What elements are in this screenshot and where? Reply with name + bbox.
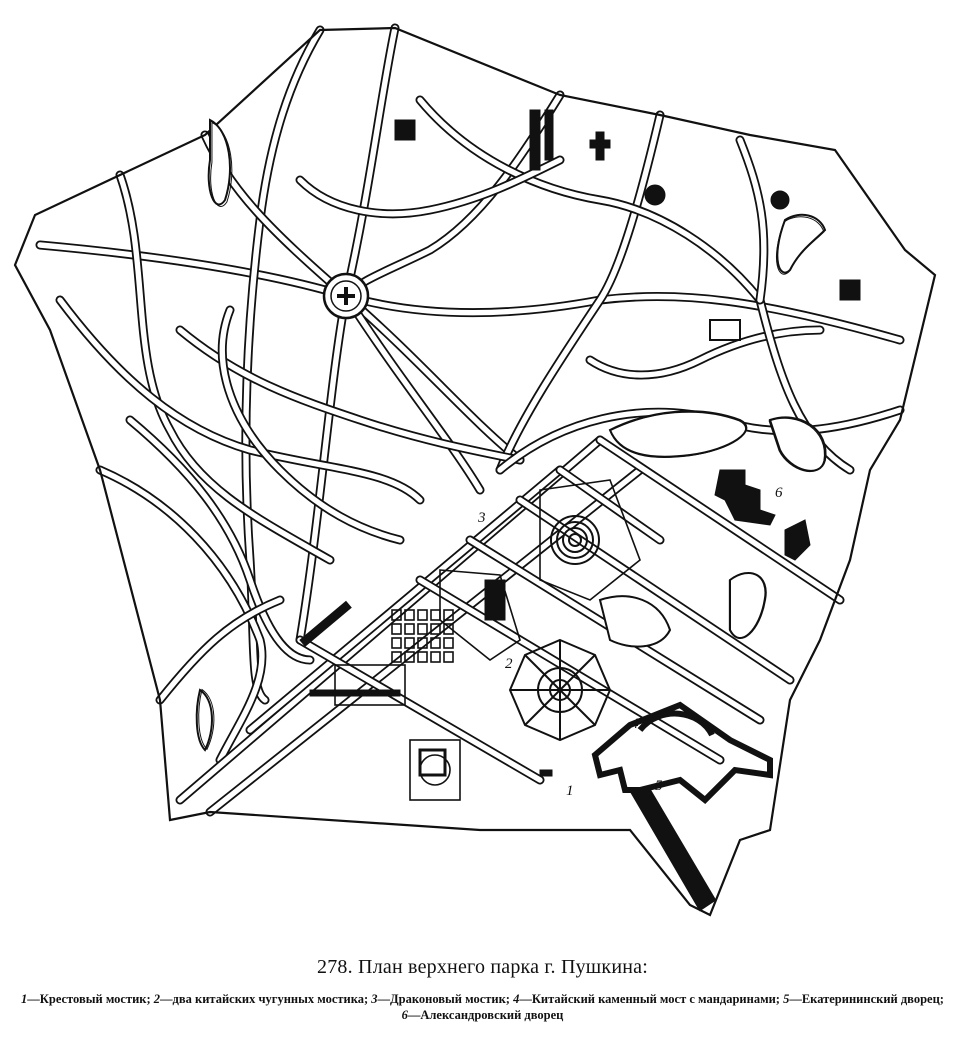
- building: [545, 110, 553, 160]
- garden-plot: [418, 624, 427, 634]
- caption-legend: [0, 991, 965, 1023]
- garden-plot: [444, 652, 453, 662]
- building: [485, 580, 505, 620]
- figure-title: План верхнего парка г. Пушкина:: [358, 956, 648, 978]
- marker-3: 3: [478, 510, 486, 526]
- legend-item: 5—Екатерининский дворец;: [783, 992, 944, 1006]
- road-inner: [346, 296, 480, 490]
- star-parterre: [510, 640, 610, 740]
- pond: [730, 573, 766, 638]
- legend-item: 1—Крестовый мостик;: [21, 992, 151, 1006]
- building: [645, 185, 665, 205]
- pond: [777, 215, 825, 273]
- garden-plot: [392, 638, 401, 648]
- building-strip: [310, 690, 400, 696]
- figure-caption: [0, 955, 965, 1023]
- alexander-palace: [715, 470, 775, 525]
- garden-plot: [431, 610, 440, 620]
- road-outer: [590, 330, 820, 375]
- bridge-mark: [540, 770, 552, 776]
- garden-plot: [392, 624, 401, 634]
- catherine-palace: [595, 705, 770, 800]
- building: [530, 110, 540, 170]
- legend-item: 6—Александровский дворец: [401, 1008, 564, 1022]
- palace-wing: [630, 790, 715, 910]
- road-inner: [100, 470, 262, 760]
- building: [395, 120, 415, 140]
- garden-plot: [444, 638, 453, 648]
- pavilion: [420, 750, 445, 775]
- caption-title: [0, 955, 965, 979]
- legend-item: 4—Китайский каменный мост с мандаринами;: [513, 992, 780, 1006]
- park-boundary: [15, 28, 935, 915]
- building: [785, 520, 810, 560]
- pond: [600, 596, 670, 646]
- building: [840, 280, 860, 300]
- marker-6: 6: [775, 485, 783, 501]
- marker-5: 5: [655, 778, 663, 794]
- garden-plot: [431, 652, 440, 662]
- marker-2: 2: [505, 656, 513, 672]
- garden-plot: [418, 652, 427, 662]
- cross-roundel: [324, 274, 368, 318]
- marker-1: 1: [566, 783, 574, 799]
- legend-item: 3—Драконовый мостик;: [371, 992, 510, 1006]
- building: [710, 320, 740, 340]
- figure-number: 278.: [317, 956, 353, 978]
- building: [596, 132, 604, 160]
- marker-4: 4: [631, 716, 639, 732]
- building: [771, 191, 789, 209]
- legend-item: 2—два китайских чугунных мостика;: [153, 992, 369, 1006]
- garden-plot: [418, 610, 427, 620]
- garden-plot: [405, 624, 414, 634]
- road-outer: [100, 470, 262, 760]
